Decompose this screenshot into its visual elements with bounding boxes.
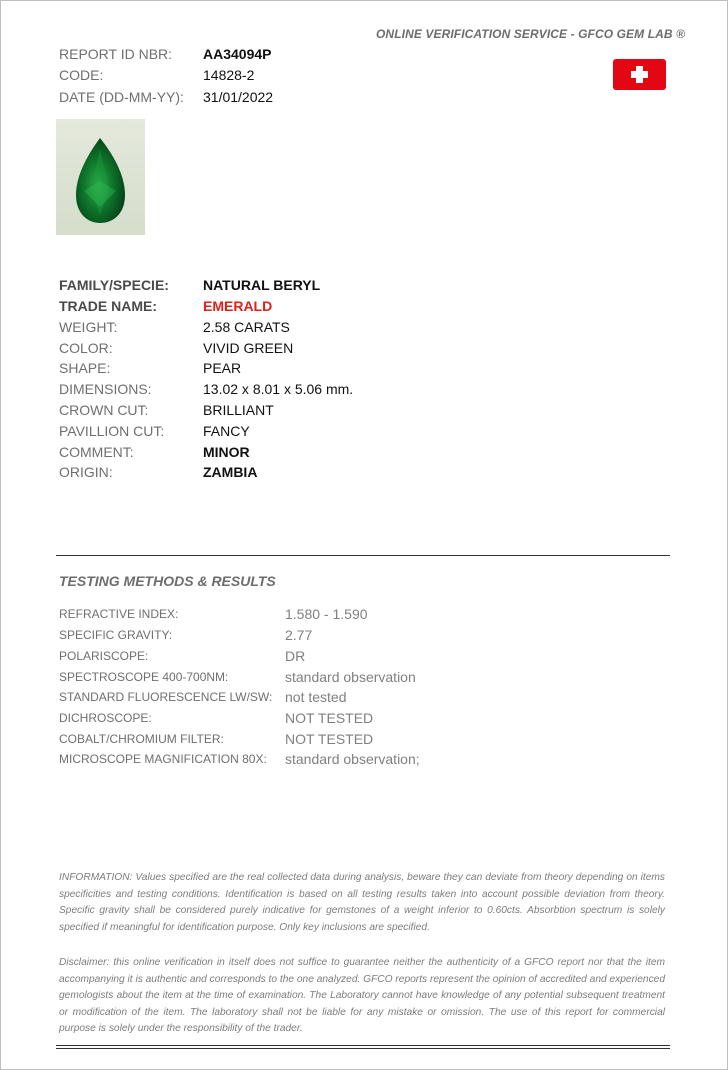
comment-value: MINOR xyxy=(203,444,250,460)
dimensions-value: 13.02 x 8.01 x 5.06 mm. xyxy=(203,381,354,397)
origin-label: ORIGIN: xyxy=(59,464,113,480)
report-id-label: REPORT ID NBR: xyxy=(59,46,173,62)
disclaimer-note: Disclaimer: this online verification in itself does not suffice to guarantee neither the authenticity of a GFCO report nor that the item accompanying it is authentic and corresponds to the one analyzed. GFCO reports represent the opinion of accredited and experienced gemologists about the item at the time of examination. The Laboratory cannot have knowledge of any potential subsequent treatment or modification of the item. The laboratory shall not be liable for any mistake or omission. The use of this report for commercial purpose is solely under the responsibility of the trader. xyxy=(59,957,665,1034)
test-label: SPECIFIC GRAVITY: xyxy=(59,628,173,642)
footer-rule-bottom xyxy=(56,1048,670,1049)
weight-label: WEIGHT: xyxy=(59,319,118,335)
test-label: DICHROSCOPE: xyxy=(59,711,152,725)
pavillion-value: FANCY xyxy=(203,423,250,439)
gem-photo xyxy=(56,119,145,235)
shape-label: SHAPE: xyxy=(59,360,111,376)
test-value: 1.580 - 1.590 xyxy=(285,606,368,622)
test-value: NOT TESTED xyxy=(285,710,374,726)
test-label: MICROSCOPE MAGNIFICATION 80X: xyxy=(59,752,267,766)
emerald-gem-icon xyxy=(56,119,145,235)
information-note: INFORMATION: Values specified are the real collected data during analysis, beware they can deviate from theory depending on items specificities and testing conditions. Identification is based on all testing results taken into account possible deviation from theory. Specific gravity shall be considered purely indicative for gemstones of a weight inferior to 0.60cts. Absorbtion spectrum is solely specified if meaningful for identification purpose. Only key inclusions are specified. xyxy=(59,872,665,933)
test-value: 2.77 xyxy=(285,627,313,643)
test-value: standard observation; xyxy=(285,751,420,767)
date-label: DATE (DD-MM-YY): xyxy=(59,89,184,105)
weight-value: 2.58 CARATS xyxy=(203,319,290,335)
report-id-value: AA34094P xyxy=(203,46,272,62)
trade-value: EMERALD xyxy=(203,298,273,314)
date-value: 31/01/2022 xyxy=(203,89,274,105)
test-value: not tested xyxy=(285,689,347,705)
test-label: STANDARD FLUORESCENCE LW/SW: xyxy=(59,690,273,704)
swiss-flag-icon xyxy=(613,59,666,90)
test-label: REFRACTIVE INDEX: xyxy=(59,607,179,621)
section-divider xyxy=(56,555,670,556)
trade-label: TRADE NAME: xyxy=(59,298,157,314)
color-value: VIVID GREEN xyxy=(203,340,294,356)
origin-value: ZAMBIA xyxy=(203,464,258,480)
family-label: FAMILY/SPECIE: xyxy=(59,277,169,293)
color-label: COLOR: xyxy=(59,340,113,356)
pavillion-label: PAVILLION CUT: xyxy=(59,423,165,439)
crown-label: CROWN CUT: xyxy=(59,402,149,418)
test-value: NOT TESTED xyxy=(285,731,374,747)
footer-rule-top xyxy=(56,1045,670,1046)
test-label: SPECTROSCOPE 400-700NM: xyxy=(59,670,229,684)
test-label: POLARISCOPE: xyxy=(59,649,149,663)
test-value: standard observation xyxy=(285,669,416,685)
family-value: NATURAL BERYL xyxy=(203,277,321,293)
testing-title: TESTING METHODS & RESULTS xyxy=(59,573,276,589)
comment-label: COMMENT: xyxy=(59,444,134,460)
crown-value: BRILLIANT xyxy=(203,402,274,418)
shape-value: PEAR xyxy=(203,360,242,376)
code-value: 14828-2 xyxy=(203,67,255,83)
dimensions-label: DIMENSIONS: xyxy=(59,381,152,397)
test-value: DR xyxy=(285,648,306,664)
test-label: COBALT/CHROMIUM FILTER: xyxy=(59,732,224,746)
service-title: ONLINE VERIFICATION SERVICE - GFCO GEM LAB ® xyxy=(376,27,686,41)
code-label: CODE: xyxy=(59,67,104,83)
